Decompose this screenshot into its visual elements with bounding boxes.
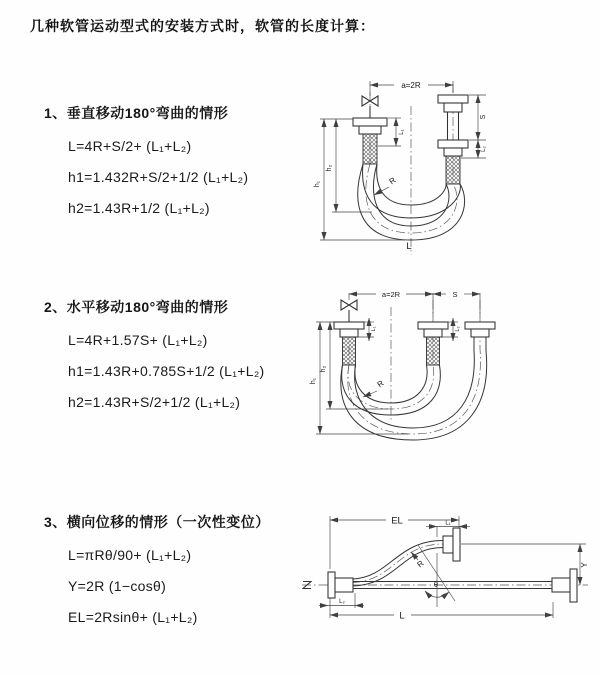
dim-label-r: R — [415, 558, 426, 570]
section-3-heading: 3、横向位移的情形（一次性变位） — [44, 514, 270, 530]
dimension-a2r — [370, 81, 453, 96]
diagram-lateral — [298, 503, 598, 645]
dim-label-h1: h₁ — [314, 180, 321, 188]
dimension-h1-h2 — [310, 322, 408, 434]
right-fitting — [465, 322, 495, 337]
section-1-formulas — [68, 131, 248, 224]
dim-label-L: L — [399, 610, 405, 622]
page-title: 几种软管运动型式的安装方式时，软管的长度计算： — [30, 18, 375, 34]
dim-label-l1: L₁ — [445, 520, 451, 527]
dimension-l2 — [319, 593, 364, 608]
dimension-el — [330, 516, 459, 570]
dim-label-r: R — [375, 378, 386, 390]
valve-icon — [341, 300, 357, 322]
left-fitting — [334, 322, 364, 365]
dim-label-l2: L₂ — [481, 146, 487, 152]
centerlines — [366, 84, 457, 255]
formula: L=4R+1.57S+ (L₁+L₂) — [68, 332, 208, 348]
section-3-formulas — [68, 540, 270, 633]
formula: L=4R+S/2+ (L₁+L₂) — [68, 138, 192, 154]
formula: h2=1.43R+1/2 (L₁+L₂) — [68, 200, 210, 216]
formula: h1=1.432R+S/2+1/2 (L₁+L₂) — [68, 169, 249, 185]
dim-label-s: S — [452, 290, 458, 299]
dim-label-L: L — [406, 241, 412, 252]
dimension-l1 — [426, 521, 470, 538]
section-vertical-180 — [44, 103, 248, 224]
section-1-heading: 1、垂直移动180°弯曲的情形 — [44, 105, 229, 121]
diagram-vertical-180 — [310, 68, 595, 265]
radius-leader — [363, 378, 386, 397]
dim-label-l2: L₂ — [339, 599, 345, 605]
section-lateral — [44, 512, 270, 633]
formula: Y=2R (1−cosθ) — [68, 578, 167, 594]
dim-label-h2: h₂ — [320, 365, 327, 373]
middle-fitting — [418, 322, 448, 365]
dim-label-l1: L₁ — [399, 129, 405, 135]
right-flange — [552, 569, 577, 602]
dim-label-r: R — [387, 175, 398, 187]
dim-label-y: Y — [580, 562, 589, 568]
dim-label-el: EL — [391, 515, 403, 527]
section-2-formulas — [68, 325, 265, 418]
formula: EL=2Rsinθ+ (L₁+L₂) — [68, 609, 198, 625]
formula: L=πRθ/90+ (L₁+L₂) — [68, 547, 192, 563]
formula: h2=1.43R+S/2+1/2 (L₁+L₂) — [68, 394, 241, 410]
diagram-horizontal-180 — [308, 287, 600, 455]
angle-theta — [418, 545, 455, 607]
formula: h1=1.43R+0.785S+1/2 (L₁+L₂) — [68, 363, 265, 379]
hose-s-curve — [353, 541, 443, 587]
dimension-L — [330, 598, 553, 622]
centerlines — [348, 300, 481, 434]
dimension-s-l2 — [461, 95, 487, 158]
top-flange — [443, 528, 460, 561]
dim-label-s: S — [480, 114, 487, 120]
dim-label-a2r: a=2R — [381, 290, 401, 299]
right-fitting — [438, 95, 468, 184]
section-horizontal-180 — [44, 297, 265, 418]
dimension-a2r-s — [349, 290, 480, 317]
dim-label-theta: θ — [433, 580, 439, 589]
left-fitting — [353, 118, 387, 164]
hose-u-bend — [341, 337, 487, 440]
section-2-heading: 2、水平移动180°弯曲的情形 — [44, 299, 229, 315]
dim-label-l2: L₂ — [455, 326, 461, 332]
dim-label-h1: h₁ — [310, 377, 317, 385]
dim-label-h2: h₂ — [326, 164, 333, 172]
left-flange — [328, 572, 353, 598]
radius-leader — [411, 552, 426, 569]
dim-label-l1: L₁ — [371, 326, 377, 332]
dim-label-a2r: a=2R — [401, 81, 421, 90]
